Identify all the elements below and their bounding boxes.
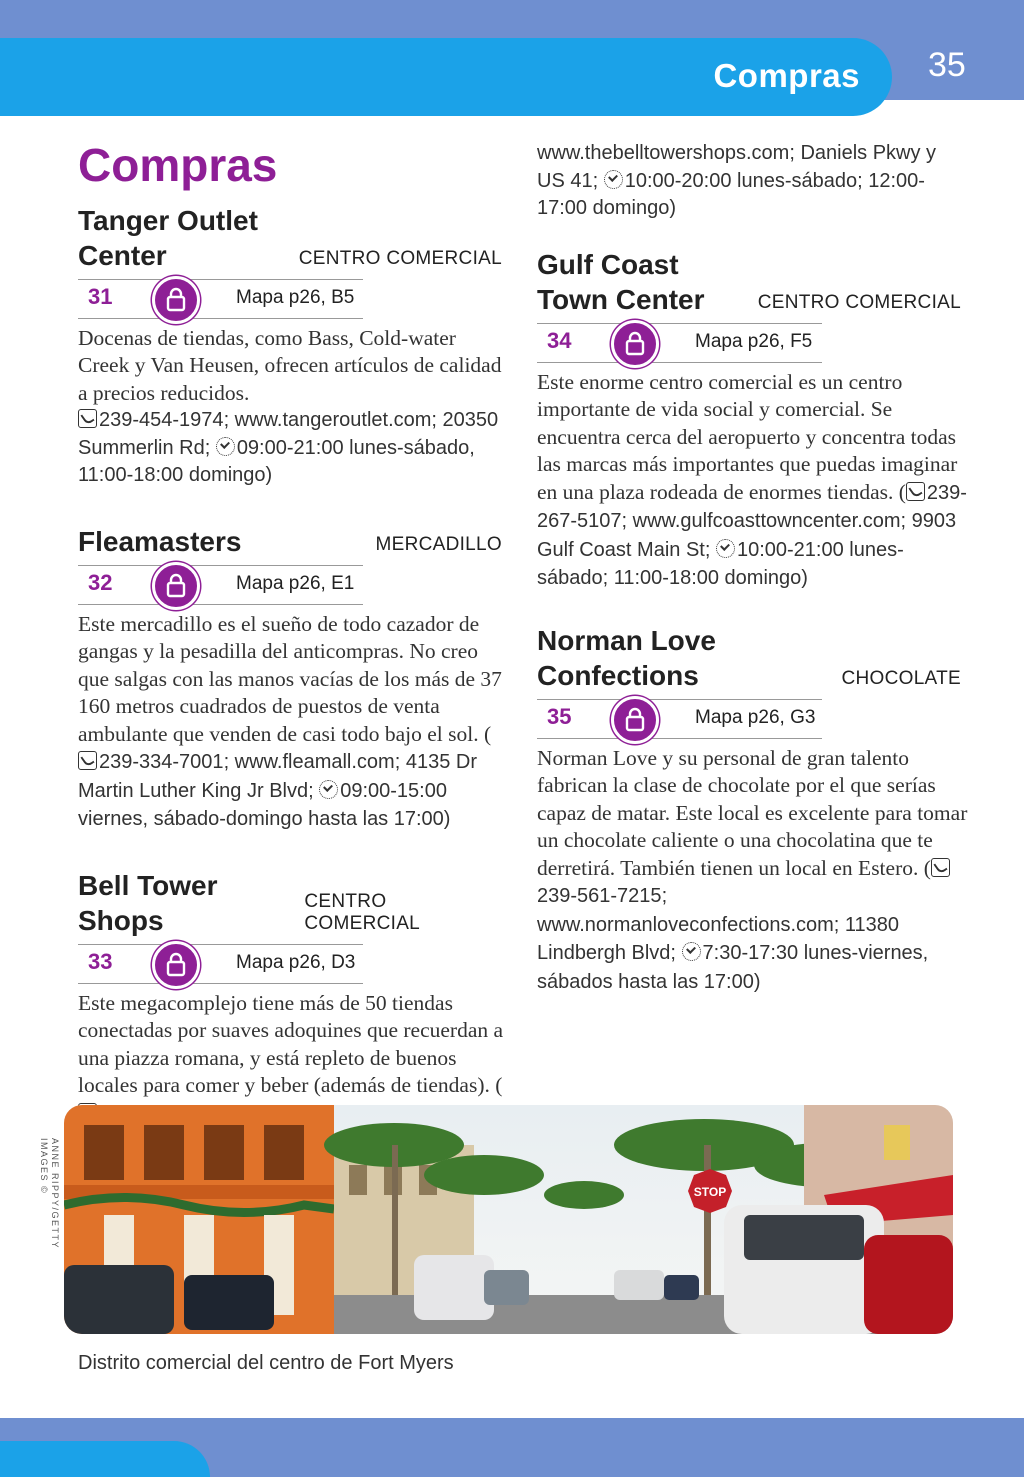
divider (537, 699, 822, 700)
entry-header (537, 623, 961, 693)
entry-hours: 09:00-15:00 viernes, sábado-domingo hasta las 17:00) (78, 779, 451, 831)
divider (537, 362, 822, 363)
entry-name (537, 623, 716, 693)
entry-gulf-coast-town-center (537, 247, 969, 593)
entry-name-line2: Confections (537, 659, 699, 691)
entry-description-text: Este megacomplejo tiene más de 50 tiendas conectadas por suaves adoquines que recuerdan a una piazza romana, y está repleto de buenos locales para comer y beber (además de tiendas). ( (78, 990, 504, 1098)
header-tab (0, 38, 892, 116)
entry-address: ; www.fleamall.com; 4135 Dr Martin Luther King Jr Blvd; (78, 751, 477, 802)
stop-sign-text: STOP (693, 1185, 727, 1199)
entry-name (537, 247, 704, 317)
shopping-bag-icon (152, 941, 200, 989)
entry-number: 33 (88, 948, 113, 974)
entry-description: Docenas de tiendas, como Bass, Cold-water Creek y Van Heusen, ofrecen artículos de calidad a precios reducidos. (78, 325, 502, 405)
divider (78, 944, 363, 945)
clock-icon (319, 780, 338, 799)
divider (78, 279, 363, 280)
entry-reference (537, 699, 822, 739)
entry-header (78, 524, 502, 559)
entry-description-text: Este enorme centro comercial es un centro importante de vida social y comercial. Se encuentra cerca del aeropuerto y concentra todas las marcas más importantes que puedas imaginar en una plaza rodeada de enormes tiendas. ( (537, 369, 958, 504)
section-title: Compras (78, 139, 278, 191)
entry-continued-details (537, 140, 969, 223)
clock-icon (682, 942, 701, 961)
street-scene-illustration (64, 1105, 953, 1334)
entry-bell-tower-shops (78, 868, 510, 1129)
clock-icon (604, 170, 623, 189)
entry-address: ; www.tangeroutlet.com; 20350 Summerlin Rd; (78, 409, 499, 459)
entry-type: CENTRO COMERCIAL (304, 890, 421, 934)
map-reference: Mapa p26, E1 (236, 572, 355, 594)
entry-number: 34 (547, 327, 572, 353)
entry-description-text: Norman Love y su personal de gran talento fabrican la clase de chocolate por el que serías capaz de matar. Este local es excelente para tomar un chocolate caliente o una chocolatina que te derretirá. También tienen un local en Estero. ( (537, 745, 968, 880)
right-column (537, 140, 969, 1020)
entry-number: 32 (88, 569, 113, 595)
entry-hours: 7:30-17:30 lunes-viernes, sábados hasta las 17:00) (537, 942, 929, 993)
entry-name: Bell Tower Shops (78, 869, 218, 936)
entry-name-line1: Norman Love (537, 624, 716, 656)
entry-type: MERCADILLO (375, 533, 502, 555)
street-photo (64, 1105, 953, 1334)
entry-number: 31 (88, 283, 113, 309)
photo-credit: ANNE RIPPY/GETTY IMAGES © (39, 1138, 60, 1249)
shopping-bag-icon (611, 320, 659, 368)
entry-reference (78, 944, 363, 984)
entry-description (537, 745, 969, 997)
entry-type: CENTRO COMERCIAL (757, 291, 961, 313)
page-number: 35 (928, 46, 966, 84)
entry-reference (78, 279, 363, 319)
divider (78, 604, 363, 605)
divider (537, 738, 822, 739)
entry-hours: 10:00-21:00 lunes-sábado; 11:00-18:00 domingo) (537, 538, 904, 589)
phone-icon (931, 858, 950, 877)
entry-description-text: Este mercadillo es el sueño de todo cazador de gangas y la pesadilla del anticompras. No creo que salgas con las manos vacías de los más de 37 160 metros cuadrados de puestos de venta ambulante que venden de casi todo bajo el sol. ( (78, 611, 502, 746)
shopping-bag-icon (152, 276, 200, 324)
entry-name-line2: Town Center (537, 283, 705, 315)
entry-phone: 239-334-7001 (99, 751, 224, 774)
entry-header (78, 203, 502, 273)
entry-address: www.thebelltowershops.com; Daniels Pkwy y US 41; (537, 142, 937, 192)
entry-type: CHOCOLATE (841, 667, 961, 689)
entry-fleamasters (78, 524, 510, 834)
footer-tab (0, 1441, 210, 1477)
map-reference: Mapa p26, B5 (236, 286, 355, 308)
entry-header (537, 247, 961, 317)
entry-hours: 09:00-21:00 lunes-sábado, 11:00-18:00 domingo) (78, 436, 475, 487)
entry-reference (537, 323, 822, 363)
entry-description (537, 369, 969, 593)
divider (78, 318, 363, 319)
entry-description (78, 611, 510, 834)
divider (78, 565, 363, 566)
entry-norman-love-confections (537, 623, 969, 997)
entry-name-line2: Center (78, 239, 167, 271)
entry-name: Fleamasters (78, 525, 242, 557)
entry-type: CENTRO COMERCIAL (298, 247, 502, 269)
entry-number: 35 (547, 703, 572, 729)
entry-tanger-outlet (78, 203, 510, 490)
phone-icon (78, 751, 97, 770)
entry-name-line1: Tanger Outlet (78, 204, 258, 236)
divider (78, 983, 363, 984)
entry-phone: 239-454-1974 (99, 409, 224, 432)
entry-address: ; www.gulfcoasttowncenter.com; 9903 Gulf Coast Main St; (537, 510, 957, 561)
entry-hours: 10:00-20:00 lunes-sábado; 12:00-17:00 domingo) (537, 169, 925, 219)
entry-details (78, 407, 510, 490)
map-reference: Mapa p26, D3 (236, 951, 356, 973)
left-column (78, 140, 510, 1152)
entry-name (78, 203, 258, 273)
entry-phone: 239-267-5107 (537, 481, 967, 532)
phone-icon (78, 409, 97, 428)
map-reference: Mapa p26, F5 (695, 330, 813, 352)
map-reference: Mapa p26, G3 (695, 706, 816, 728)
clock-icon (716, 539, 735, 558)
shopping-bag-icon (152, 562, 200, 610)
clock-icon (216, 437, 235, 456)
entry-header (78, 868, 502, 938)
entry-reference (78, 565, 363, 605)
entry-address: ; www.normanloveconfections.com; 11380 Lindbergh Blvd; (537, 885, 900, 964)
header-tab-title: Compras (713, 57, 860, 94)
entry-name-line1: Gulf Coast (537, 248, 679, 280)
shopping-bag-icon (611, 696, 659, 744)
photo-caption: Distrito comercial del centro de Fort Myers (78, 1352, 454, 1374)
entry-phone: 239-561-7215 (537, 885, 662, 907)
divider (537, 323, 822, 324)
phone-icon (906, 482, 925, 501)
